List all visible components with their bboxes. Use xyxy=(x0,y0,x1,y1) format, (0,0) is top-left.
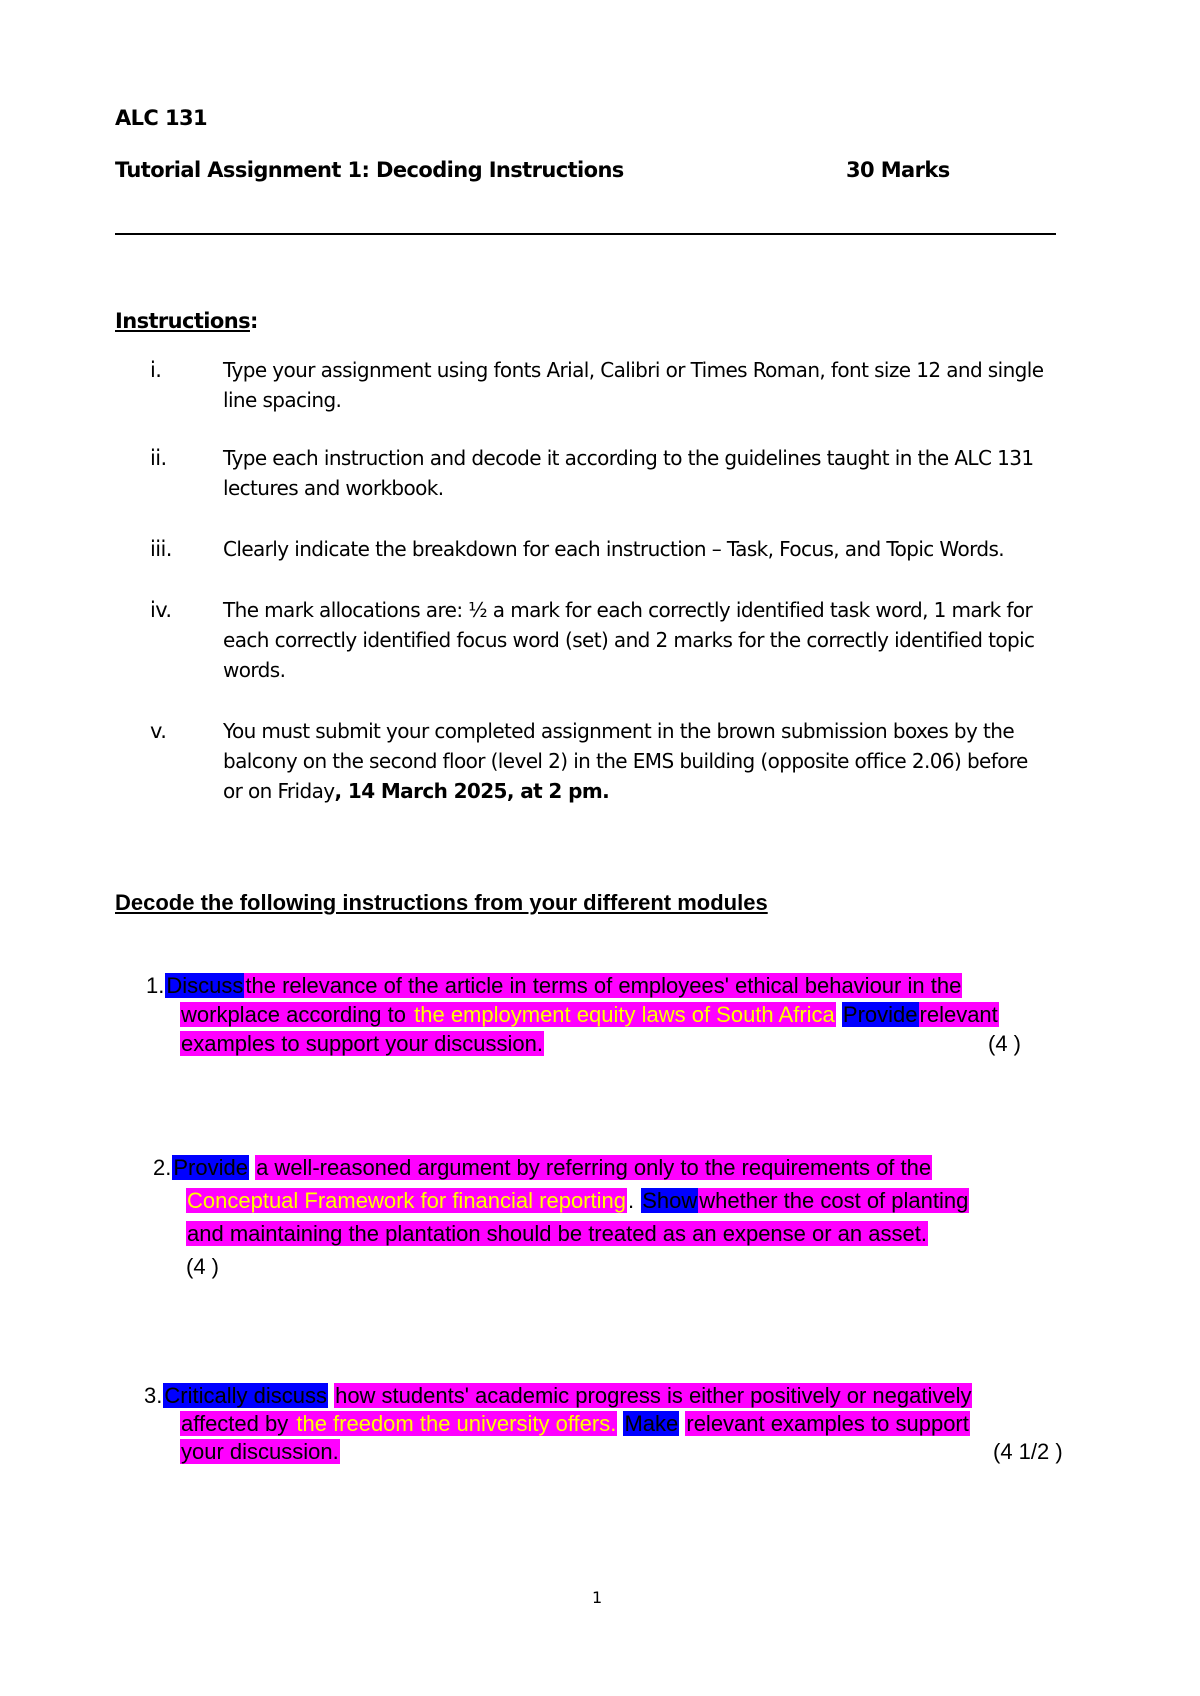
instruction-line: The mark allocations are: ½ a mark for each correctly identified task word, 1 mark for xyxy=(223,598,1033,622)
focus-text: your discussion. xyxy=(181,1439,339,1464)
instruction-item xyxy=(223,716,1083,806)
instruction-line: line spacing. xyxy=(223,388,342,412)
task-word: Provide xyxy=(842,1002,918,1027)
question-marks: (4 ) xyxy=(186,1254,219,1279)
topic-text: the freedom the university offers. xyxy=(296,1411,617,1436)
item-number: v. xyxy=(150,719,167,743)
task-word: Provide xyxy=(173,1155,248,1180)
question-marks: (4 ) xyxy=(988,1031,1021,1056)
question-line xyxy=(180,1438,340,1466)
page-number: 1 xyxy=(592,1588,603,1607)
question-number: 2. xyxy=(153,1155,172,1180)
focus-text: examples to support your discussion. xyxy=(181,1031,543,1056)
instruction-line xyxy=(223,776,1083,806)
instruction-item xyxy=(223,595,1083,685)
instruction-line: Type each instruction and decode it according to the guidelines taught in the ALC 131 xyxy=(223,446,1034,470)
task-word: Critically discuss xyxy=(164,1383,327,1408)
focus-text: how students' academic progress is either positively or negatively xyxy=(335,1383,972,1408)
instructions-colon: : xyxy=(249,309,258,333)
focus-text: whether the cost of planting xyxy=(699,1188,969,1213)
topic-text: the employment equity laws of South Africa xyxy=(414,1002,835,1027)
question-number: 3. xyxy=(144,1383,163,1408)
instruction-item xyxy=(223,534,1083,564)
instruction-line: each correctly identified focus word (set) and 2 marks for the correctly identified topic xyxy=(223,628,1035,652)
horizontal-rule xyxy=(115,233,1056,235)
focus-text: a well-reasoned argument by referring only to the requirements of the xyxy=(256,1155,932,1180)
instruction-line: You must submit your completed assignment in the brown submission boxes by the xyxy=(223,719,1015,743)
instruction-line: Type your assignment using fonts Arial, Calibri or Times Roman, font size 12 and single xyxy=(223,358,1044,382)
course-code: ALC 131 xyxy=(115,106,207,130)
task-word: Discuss xyxy=(166,973,244,998)
section-heading: Decode the following instructions from your different modules xyxy=(115,890,768,915)
question-line xyxy=(180,1030,544,1058)
focus-text: the relevance of the article in terms of employees' ethical behaviour in the xyxy=(245,973,962,998)
focus-text: affected by xyxy=(181,1411,295,1436)
item-number: iv. xyxy=(150,598,172,622)
total-marks: 30 Marks xyxy=(846,158,950,182)
instruction-line: words. xyxy=(223,658,286,682)
instructions-heading xyxy=(115,309,258,333)
item-number: ii. xyxy=(150,446,167,470)
question-line xyxy=(186,1220,928,1248)
assignment-title: Tutorial Assignment 1: Decoding Instructions xyxy=(115,158,624,182)
focus-text: and maintaining the plantation should be treated as an expense or an asset. xyxy=(187,1221,927,1246)
instruction-item xyxy=(223,443,1083,503)
instructions-heading-text: Instructions xyxy=(115,309,250,333)
item-number: iii. xyxy=(150,537,172,561)
question-marks: (4 1/2 ) xyxy=(993,1439,1063,1464)
question-number: 1. xyxy=(146,973,165,998)
focus-text: workplace according to xyxy=(181,1002,413,1027)
question-line xyxy=(180,1001,999,1029)
instruction-line: Clearly indicate the breakdown for each instruction – Task, Focus, and Topic Words. xyxy=(223,537,1005,561)
topic-text: Conceptual Framework for financial reporting xyxy=(187,1188,626,1213)
question-line xyxy=(180,1410,970,1438)
instruction-item xyxy=(223,355,1083,415)
focus-text: relevant xyxy=(919,1002,998,1027)
instruction-line-text: or on Friday xyxy=(223,779,335,803)
question-line xyxy=(143,1382,972,1410)
task-word: Show xyxy=(642,1188,698,1213)
focus-text: relevant examples to support xyxy=(686,1411,969,1436)
question-line xyxy=(145,972,962,1000)
deadline-text: , 14 March 2025, at 2 pm. xyxy=(334,779,610,803)
task-word: Make xyxy=(624,1411,679,1436)
question-line xyxy=(152,1154,932,1182)
instruction-line: lectures and workbook. xyxy=(223,476,444,500)
item-number: i. xyxy=(150,358,162,382)
question-line xyxy=(186,1187,969,1215)
punctuation: . xyxy=(627,1188,635,1213)
instruction-line: balcony on the second floor (level 2) in the EMS building (opposite office 2.06) before xyxy=(223,749,1028,773)
